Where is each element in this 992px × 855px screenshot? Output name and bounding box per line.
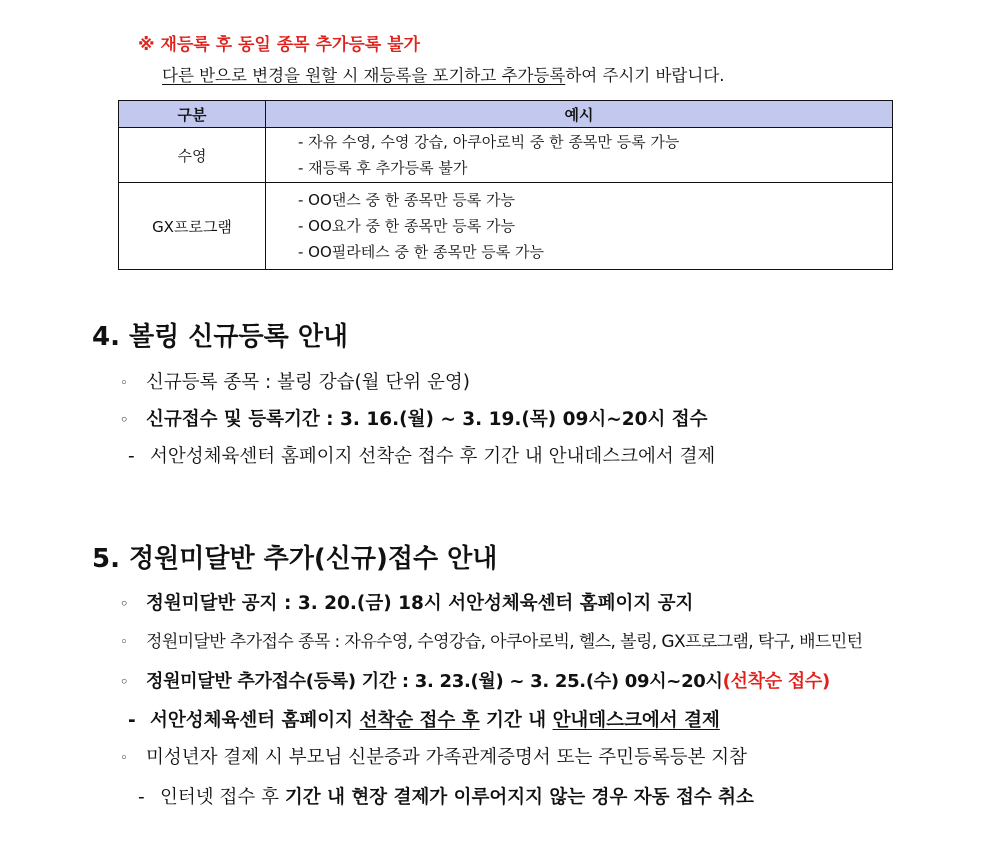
row-items [266, 128, 893, 183]
header-category: 구분 [119, 101, 266, 128]
section-4-line-1 [120, 368, 470, 394]
section-4-title: 4. 볼링 신규등록 안내 [92, 322, 349, 352]
line-text-underlined: 안내데스크에서 결제 [552, 710, 720, 731]
section-5-line-5 [120, 743, 747, 769]
bullet-icon: ◦ [120, 634, 128, 650]
list-item: - OO댄스 중 한 종목만 등록 가능 [298, 191, 516, 209]
section-4-line-2 [120, 405, 708, 431]
list-item: - OO필라테스 중 한 종목만 등록 가능 [298, 243, 545, 261]
section-4-line-3 [128, 442, 715, 468]
section-5-line-6 [138, 783, 754, 809]
table-row [119, 183, 893, 270]
row-category: 수영 [119, 128, 266, 183]
notice-note-rest: 하여 주시기 바랍니다. [565, 66, 725, 85]
section-5-line-4 [128, 706, 720, 732]
dash-icon: - [128, 446, 135, 467]
dash-icon: - [128, 710, 136, 731]
section-5-line-1 [120, 589, 693, 615]
line-text: 정원미달반 추가접수(등록) 기간 : 3. 23.(월) ~ 3. 25.(수) 09시~20시 [146, 671, 723, 692]
row-category: GX프로그램 [119, 183, 266, 270]
table-row [119, 128, 893, 183]
dash-icon: - [138, 787, 145, 808]
list-item: - 자유 수영, 수영 강습, 아쿠아로빅 중 한 종목만 등록 가능 [298, 133, 680, 151]
line-text: 기간 내 [486, 710, 547, 731]
notice-note [162, 62, 725, 86]
line-text: 정원미달반 추가접수 종목 : 자유수영, 수영강습, 아쿠아로빅, 헬스, 볼링, GX프로그램, 탁구, 배드민턴 [146, 632, 863, 652]
notice-title: ※ 재등록 후 동일 종목 추가등록 불가 [138, 35, 420, 55]
line-text: 신규등록 종목 : 볼링 강습(월 단위 운영) [146, 372, 471, 393]
list-item: - OO요가 중 한 종목만 등록 가능 [298, 217, 516, 235]
section-5-line-2 [120, 627, 862, 652]
bullet-icon: ◦ [120, 412, 129, 428]
line-text-bold: 기간 내 현장 결제가 이루어지지 않는 경우 자동 접수 취소 [284, 787, 754, 808]
example-table [118, 100, 893, 270]
list-item: - 재등록 후 추가등록 불가 [298, 159, 468, 177]
line-text: 인터넷 접수 후 [160, 787, 279, 808]
table-header-row [119, 101, 893, 128]
bullet-icon: ◦ [120, 596, 129, 612]
line-text-underlined: 선착순 접수 후 [359, 710, 480, 731]
row-items [266, 183, 893, 270]
header-example: 예시 [266, 101, 893, 128]
line-text: 서안성체육센터 홈페이지 [150, 710, 354, 731]
section-5-line-3 [120, 667, 830, 693]
line-text: 정원미달반 공지 : 3. 20.(금) 18시 서안성체육센터 홈페이지 공지 [146, 593, 694, 614]
section-5-title: 5. 정원미달반 추가(신규)접수 안내 [92, 544, 498, 574]
line-text: 미성년자 결제 시 부모님 신분증과 가족관계증명서 또는 주민등록등본 지참 [146, 747, 748, 768]
line-text-red: (선착순 접수) [722, 671, 830, 692]
bullet-icon: ◦ [120, 375, 128, 391]
notice-note-underlined: 다른 반으로 변경을 원할 시 재등록을 포기하고 추가등록 [162, 66, 566, 85]
line-text: 서안성체육센터 홈페이지 선착순 접수 후 기간 내 안내데스크에서 결제 [150, 446, 716, 467]
line-text: 신규접수 및 등록기간 : 3. 16.(월) ~ 3. 19.(목) 09시~20시 접수 [146, 409, 708, 430]
bullet-icon: ◦ [120, 750, 128, 766]
bullet-icon: ◦ [120, 674, 129, 690]
